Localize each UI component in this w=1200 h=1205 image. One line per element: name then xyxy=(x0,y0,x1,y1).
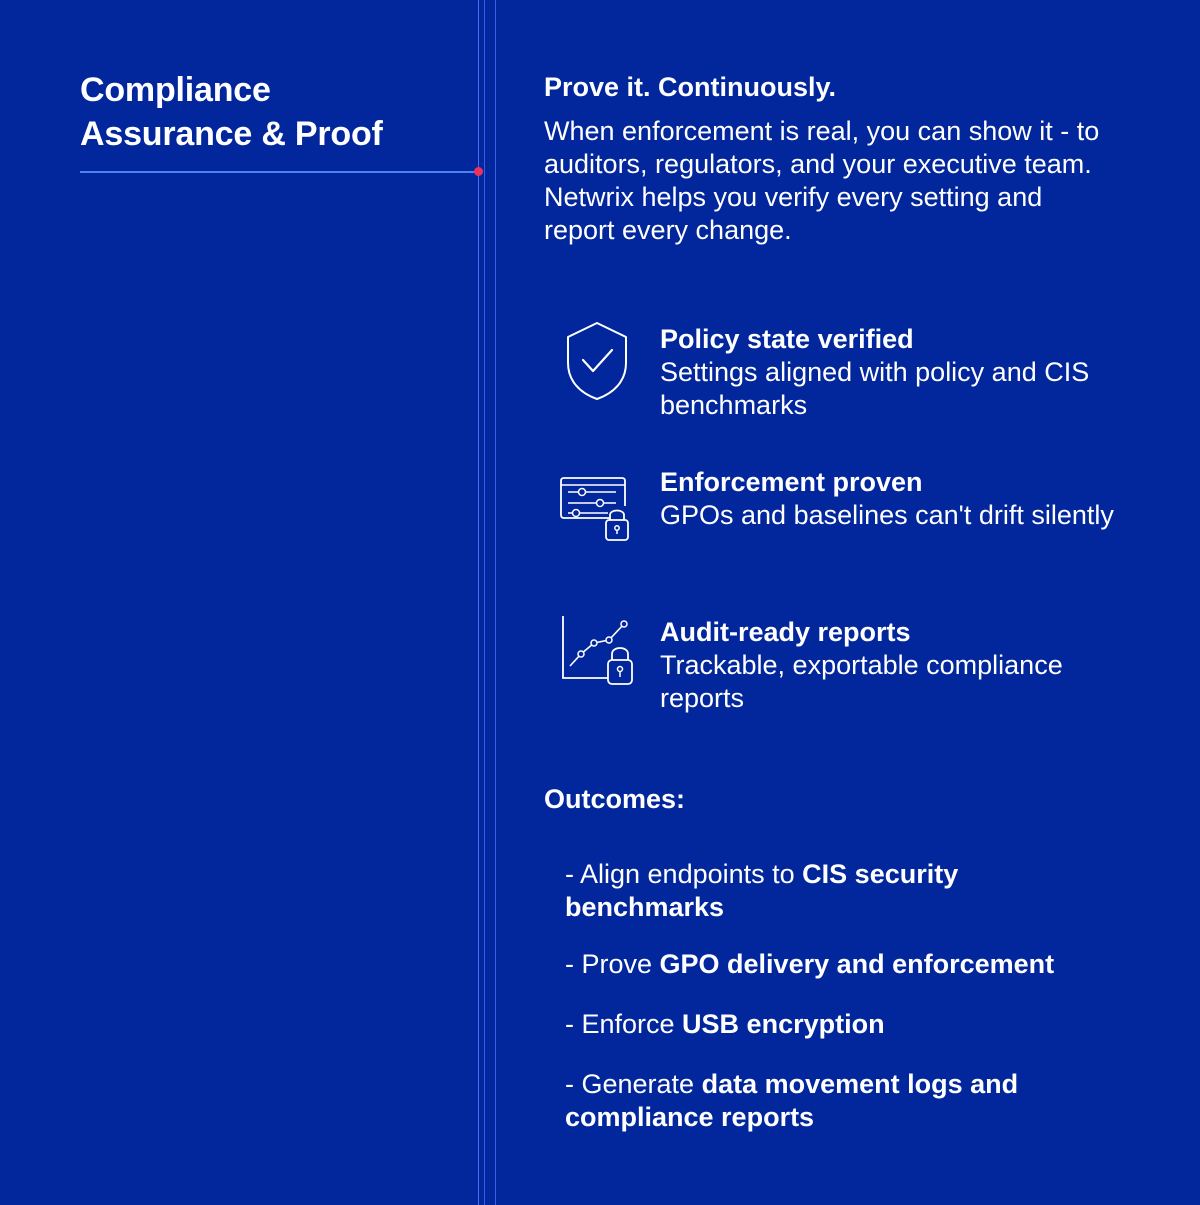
outcome-item xyxy=(565,858,1105,924)
outcome-item xyxy=(565,1068,1105,1134)
outcome-prefix: - Enforce xyxy=(565,1009,683,1039)
shield-check-icon xyxy=(558,323,638,403)
feature-description: Settings aligned with policy and CIS benchmarks xyxy=(660,357,1090,420)
intro-paragraph: When enforcement is real, you can show it - to auditors, regulators, and your executive team. Netwrix helps you verify every setting and report every change. xyxy=(544,116,1100,245)
section-title xyxy=(80,68,460,156)
feature-description: GPOs and baselines can't drift silently xyxy=(660,500,1114,530)
outcome-item xyxy=(565,1008,1105,1041)
outcome-emphasis: data movement logs and compliance reports xyxy=(565,1069,1019,1132)
feature-title: Policy state verified xyxy=(660,324,914,354)
outcome-emphasis: USB encryption xyxy=(682,1009,885,1039)
title-underline xyxy=(80,171,478,173)
feature-title: Enforcement proven xyxy=(660,467,923,497)
settings-lock-icon xyxy=(558,466,638,546)
outcome-emphasis: GPO delivery and enforcement xyxy=(659,949,1055,979)
feature-text xyxy=(660,466,1130,532)
outcome-prefix: - Generate xyxy=(565,1069,702,1099)
feature-description: Trackable, exportable compliance reports xyxy=(660,650,1063,713)
chart-lock-icon xyxy=(558,616,638,696)
divider-line xyxy=(478,0,479,1205)
outcome-prefix: - Align endpoints to xyxy=(565,859,803,889)
feature-text xyxy=(660,323,1130,422)
outcome-prefix: - Prove xyxy=(565,949,660,979)
feature-title: Audit-ready reports xyxy=(660,617,911,647)
headline: Prove it. Continuously. xyxy=(544,72,837,102)
outcomes-heading: Outcomes: xyxy=(544,784,686,814)
divider-line xyxy=(495,0,496,1205)
feature-text xyxy=(660,616,1130,715)
divider-line xyxy=(484,0,485,1205)
outcome-emphasis: CIS security benchmarks xyxy=(565,859,959,922)
section-title-line-2: Assurance & Proof xyxy=(80,115,383,153)
outcome-item xyxy=(565,948,1105,981)
timeline-dot xyxy=(474,167,483,176)
section-title-line-1: Compliance xyxy=(80,71,271,109)
